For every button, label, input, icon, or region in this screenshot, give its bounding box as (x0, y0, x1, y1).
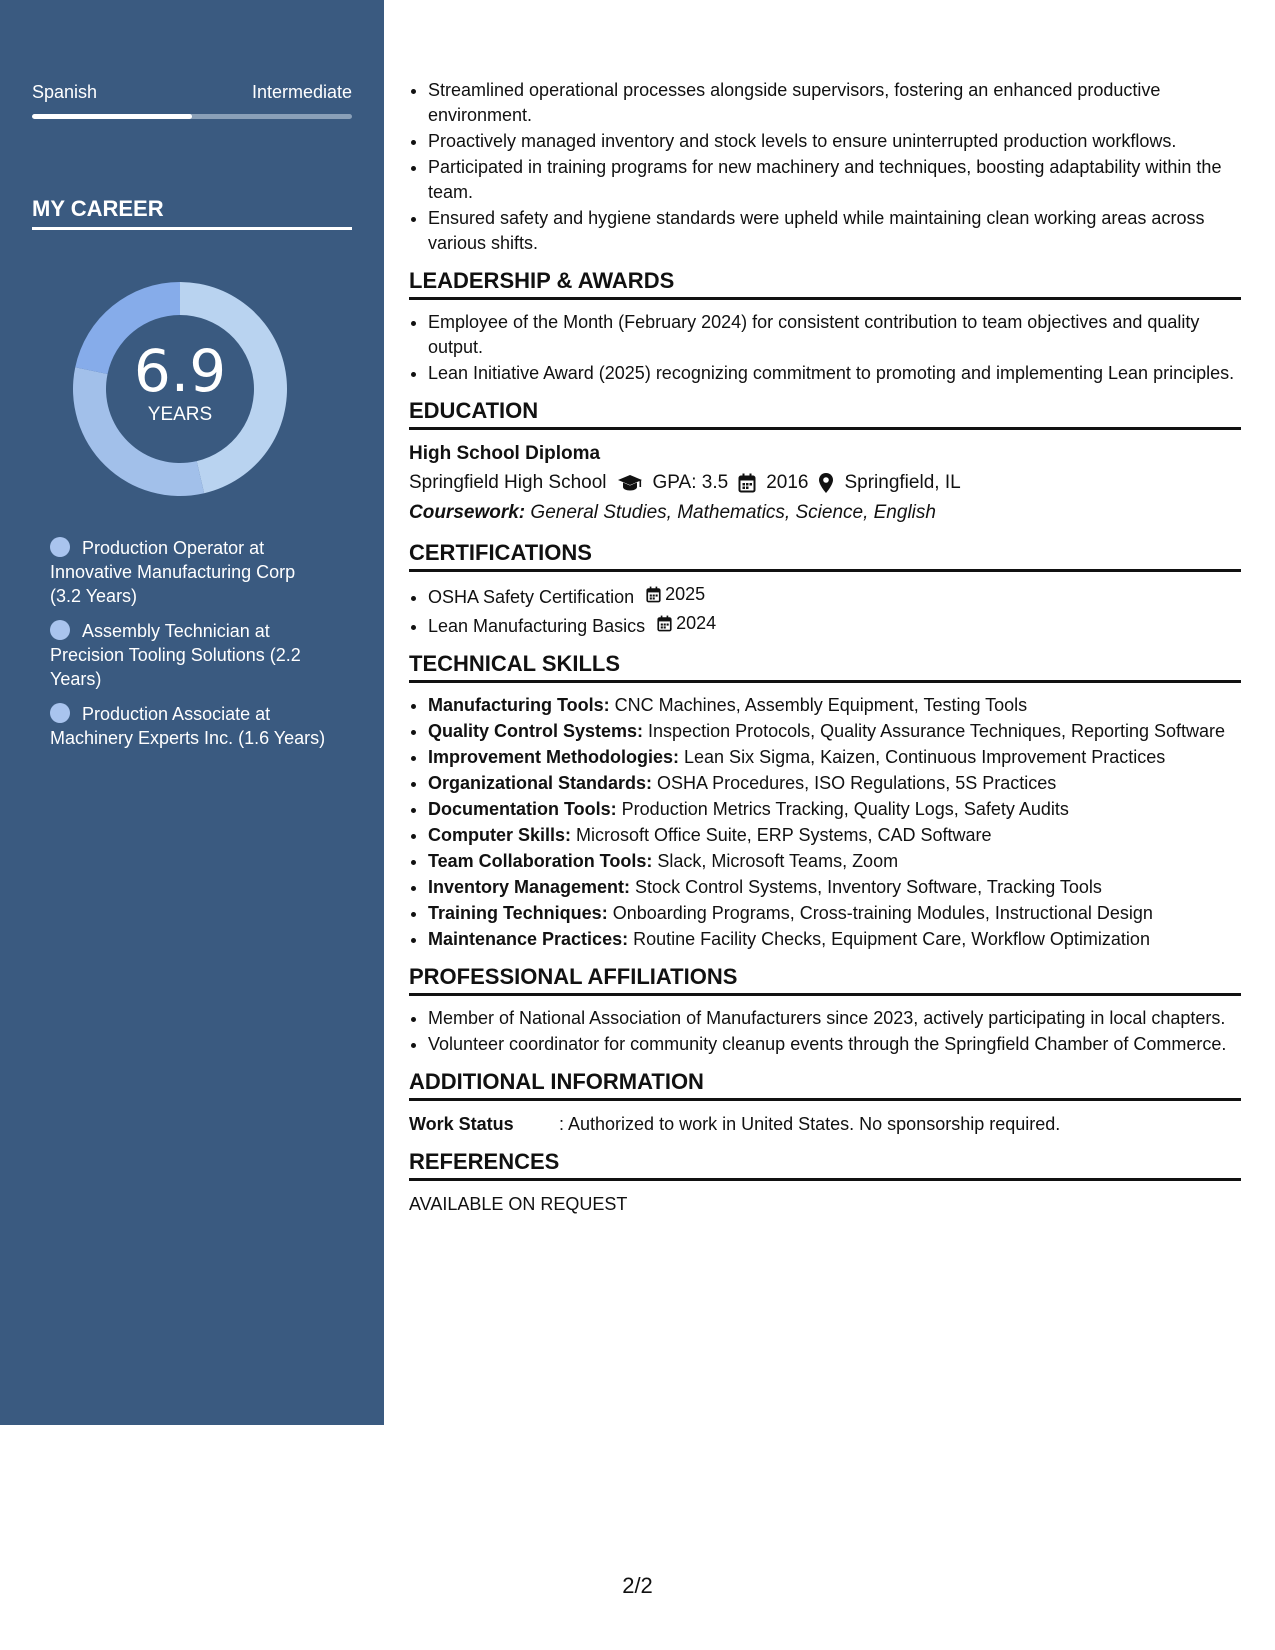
career-item-text: Production Operator at Innovative Manufacturing Corp (3.2 Years) (50, 538, 296, 606)
career-item-text: Production Associate at Machinery Experts Inc. (1.6 Years) (50, 704, 326, 748)
certification-year: 2025 (665, 584, 706, 604)
skill-item (428, 771, 1241, 796)
sidebar (0, 0, 384, 1425)
skill-item (428, 901, 1241, 926)
skill-label: Organizational Standards: (428, 773, 653, 793)
certification-year: 2024 (676, 613, 717, 633)
certifications-title: CERTIFICATIONS (409, 540, 1241, 572)
certification-name: Lean Manufacturing Basics (428, 616, 646, 636)
skill-value: OSHA Procedures, ISO Regulations, 5S Practices (652, 773, 1057, 793)
education-section (409, 398, 1241, 528)
experience-bullets (409, 78, 1241, 256)
skill-value: Slack, Microsoft Teams, Zoom (652, 851, 899, 871)
work-status-label: Work Status (409, 1114, 514, 1134)
language-row (32, 82, 352, 103)
language-proficiency-bar (32, 114, 352, 119)
skill-label: Maintenance Practices: (428, 929, 629, 949)
skill-item (428, 745, 1241, 770)
additional-info-title: ADDITIONAL INFORMATION (409, 1069, 1241, 1101)
references-text: AVAILABLE ON REQUEST (409, 1194, 628, 1214)
education-title: EDUCATION (409, 398, 1241, 430)
skill-item (428, 797, 1241, 822)
skill-value: Inspection Protocols, Quality Assurance Techniques, Reporting Software (643, 721, 1226, 741)
experience-bullet: • Participated in training programs for new machinery and techniques, boosting adaptability within the team. (428, 155, 1241, 205)
coursework-value: General Studies, Mathematics, Science, English (525, 502, 936, 523)
graduation-cap-icon (617, 474, 643, 492)
skills-title: TECHNICAL SKILLS (409, 651, 1241, 683)
experience-bullet: • Streamlined operational processes alongside supervisors, fostering an enhanced productive environment. (428, 78, 1241, 128)
skill-item (428, 927, 1241, 952)
affiliations-title: PROFESSIONAL AFFILIATIONS (409, 964, 1241, 996)
career-list (50, 536, 330, 761)
education-location: Springfield, IL (844, 472, 961, 493)
references-section (409, 1149, 1241, 1217)
calendar-icon (646, 586, 661, 603)
skill-label: Improvement Methodologies: (428, 747, 680, 767)
education-gpa: GPA: 3.5 (652, 472, 729, 493)
career-item-text: Assembly Technician at Precision Tooling Solutions (2.2 Years) (50, 621, 301, 689)
education-coursework (409, 498, 1241, 528)
career-item (50, 536, 330, 608)
skill-value: Production Metrics Tracking, Quality Logs, Safety Audits (616, 799, 1069, 819)
bullet-dot-icon (50, 620, 70, 640)
skills-section (409, 651, 1241, 952)
skill-value: CNC Machines, Assembly Equipment, Testing Tools (609, 695, 1028, 715)
career-title-rule (32, 227, 352, 230)
skill-item (428, 875, 1241, 900)
bullet-dot-icon (50, 703, 70, 723)
skill-value: Stock Control Systems, Inventory Software, Tracking Tools (630, 877, 1102, 897)
skill-item (428, 849, 1241, 874)
work-status-row (409, 1111, 1241, 1137)
leadership-item: • Lean Initiative Award (2025) recognizing commitment to promoting and implementing Lean principles. (428, 361, 1241, 386)
main-content (409, 78, 1241, 1217)
calendar-icon (738, 473, 756, 493)
skill-label: Computer Skills: (428, 825, 572, 845)
affiliations-section (409, 964, 1241, 1057)
additional-info-section (409, 1069, 1241, 1137)
certification-item (428, 582, 1241, 610)
certification-item (428, 611, 1241, 639)
certification-name: OSHA Safety Certification (428, 587, 635, 607)
affiliation-item: • Member of National Association of Manufacturers since 2023, actively participating in local chapters. (428, 1006, 1241, 1031)
education-degree: High School Diploma (409, 443, 601, 464)
career-years-label (66, 337, 294, 426)
experience-bullet: • Ensured safety and hygiene standards were upheld while maintaining clean working areas across various shifts. (428, 206, 1241, 256)
education-school: Springfield High School (409, 472, 607, 493)
location-pin-icon (818, 472, 834, 494)
education-year: 2016 (766, 472, 809, 493)
skill-label: Manufacturing Tools: (428, 695, 610, 715)
page-number: 2/2 (622, 1573, 653, 1598)
skill-value: Lean Six Sigma, Kaizen, Continuous Improvement Practices (679, 747, 1166, 767)
career-years-value: 6.9 (133, 337, 227, 405)
skill-label: Documentation Tools: (428, 799, 617, 819)
skill-value: Onboarding Programs, Cross-training Modules, Instructional Design (607, 903, 1153, 923)
skill-value: Routine Facility Checks, Equipment Care, Workflow Optimization (628, 929, 1150, 949)
skill-label: Inventory Management: (428, 877, 631, 897)
language-name: Spanish (32, 82, 98, 102)
calendar-icon (657, 615, 672, 632)
references-title: REFERENCES (409, 1149, 1241, 1181)
skill-item (428, 823, 1241, 848)
leadership-section (409, 268, 1241, 386)
affiliation-item: • Volunteer coordinator for community cleanup events through the Springfield Chamber of Commerce. (428, 1032, 1241, 1057)
bullet-dot-icon (50, 537, 70, 557)
skill-item (428, 719, 1241, 744)
skill-label: Quality Control Systems: (428, 721, 644, 741)
experience-bullet: • Proactively managed inventory and stock levels to ensure uninterrupted production workflows. (428, 129, 1241, 154)
leadership-title: LEADERSHIP & AWARDS (409, 268, 1241, 300)
skill-label: Training Techniques: (428, 903, 608, 923)
career-item (50, 702, 330, 750)
career-years-unit: YEARS (147, 404, 213, 425)
career-title: MY CAREER (32, 196, 164, 221)
skill-label: Team Collaboration Tools: (428, 851, 653, 871)
language-proficiency-fill (32, 114, 192, 119)
career-item (50, 619, 330, 691)
skill-value: Microsoft Office Suite, ERP Systems, CAD Software (571, 825, 992, 845)
leadership-item: • Employee of the Month (February 2024) for consistent contribution to team objectives and quality output. (428, 310, 1241, 360)
language-level: Intermediate (251, 82, 352, 102)
skill-item (428, 693, 1241, 718)
work-status-value: : Authorized to work in United States. No sponsorship required. (559, 1114, 1061, 1134)
certifications-section (409, 540, 1241, 639)
education-details (409, 468, 1241, 498)
coursework-label: Coursework: (409, 502, 526, 523)
